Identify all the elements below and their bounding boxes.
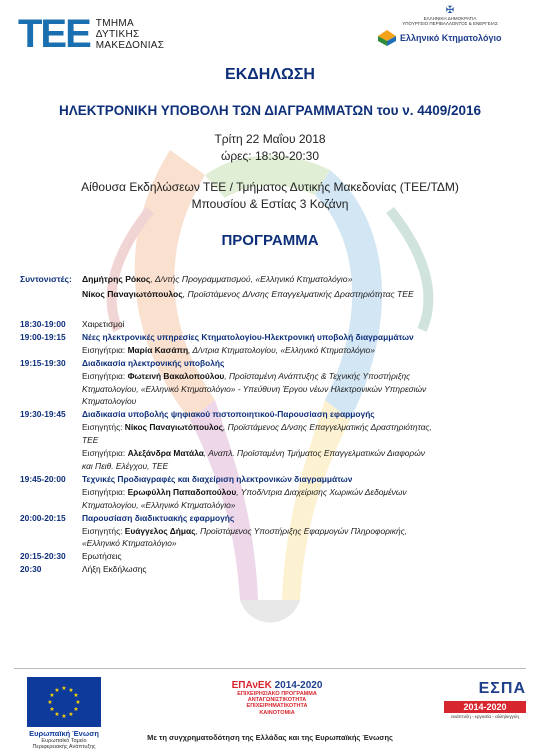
speaker-role: , Αναπλ. Προϊσταμένη Τμήματος Επαγγελματικών Διαφορών <box>203 448 425 459</box>
speaker <box>82 447 525 473</box>
speaker <box>82 525 525 551</box>
speaker-role-cont: «Ελληνικό Κτηματολόγιο» <box>82 538 177 549</box>
event-subject: ΗΛΕΚΤΡΟΝΙΚΗ ΥΠΟΒΟΛΗ ΤΩΝ ΔΙΑΓΡΑΜΜΑΤΩΝ του ν. 4409/2016 <box>58 103 482 118</box>
epanek-logo <box>222 680 332 716</box>
coordinator-row <box>20 287 414 302</box>
tee-logo-text <box>96 18 164 51</box>
slot-time: 19:00-19:15 <box>20 331 66 342</box>
svg-text:★: ★ <box>54 687 60 694</box>
funding-footer <box>0 668 540 754</box>
svg-text:★: ★ <box>73 706 79 713</box>
speaker-name: Ερωφύλλη Παπαδοπούλου <box>127 486 237 497</box>
espa-logo <box>444 680 526 719</box>
speaker-label: Εισηγήτρια: <box>82 370 128 381</box>
speaker-label: Εισηγήτρια: <box>82 344 128 355</box>
event-date: Τρίτη 22 Μαΐου 2018 <box>214 132 326 146</box>
speaker-label: Εισηγητής: <box>82 422 125 433</box>
speaker-label: Εισηγήτρια: <box>82 486 128 497</box>
slot-title: Τεχνικές Προδιαγραφές και διαχείριση ηλεκτρονικών διαγραμμάτων <box>82 473 353 484</box>
speaker-name: Φωτεινή Βακαλοπούλου <box>127 370 225 381</box>
schedule-slot <box>20 563 525 576</box>
coordinator-role: , Δ/ντής Προγραμματισμού, «Ελληνικό Κτηματολόγιο» <box>150 274 353 284</box>
schedule-slot <box>20 512 525 525</box>
gov-line-2: ΥΠΟΥΡΓΕΙΟ ΠΕΡΙΒΑΛΛΟΝΤΟΣ & ΕΝΕΡΓΕΙΑΣ <box>402 21 498 26</box>
coordinators-label: Συντονιστές: <box>20 274 72 284</box>
speaker-name: Νίκος Παναγιωτόπουλος <box>124 422 223 433</box>
footer-divider <box>14 668 526 669</box>
eu-flag-icon <box>27 677 101 727</box>
speaker-label: Εισηγήτρια: <box>82 448 128 459</box>
slot-time: 19:45-20:00 <box>20 473 66 484</box>
slot-title: Νέες ηλεκτρονικές υπηρεσίες Κτηματολογίου-Ηλεκτρονική υποβολή διαγραμμάτων <box>82 331 414 342</box>
svg-text:★: ★ <box>73 692 79 699</box>
speaker-label: Εισηγητής: <box>82 525 125 536</box>
schedule <box>20 318 525 576</box>
svg-text:★: ★ <box>54 711 60 718</box>
event-venue-line-2: Μπουσίου & Εστίας 3 Κοζάνη <box>191 197 349 211</box>
coordinator-name: Δημήτρης Ρόκος <box>82 274 151 284</box>
coordinator-row <box>20 272 414 287</box>
slot-time: 19:15-19:30 <box>20 357 66 368</box>
ktimatologio-icon <box>378 30 396 46</box>
espa-years: 2014-2020 <box>444 701 526 713</box>
slot-time: 18:30-19:00 <box>20 319 66 329</box>
svg-text:★: ★ <box>47 699 53 706</box>
speaker-role: , Προϊστάμενος Υποστήριξης Εφαρμογών Πληροφορικής, <box>195 525 408 536</box>
espa-word: ΕΣΠΑ <box>478 680 526 697</box>
ktimatologio-logo <box>378 30 501 46</box>
tee-line-3: ΜΑΚΕΔΟΝΙΑΣ <box>95 39 165 51</box>
epanek-line-4: ΚΑΙΝΟΤΟΜΙΑ <box>259 709 295 716</box>
schedule-slot <box>20 318 525 331</box>
slot-title: Ερωτήσεις <box>82 551 122 562</box>
gov-line-1: ΕΛΛΗΝΙΚΗ ΔΗΜΟΚΡΑΤΙΑ <box>423 16 477 21</box>
eu-sub-2: Περιφερειακής Ανάπτυξης <box>32 744 96 750</box>
svg-text:★: ★ <box>68 711 74 718</box>
schedule-slot <box>20 408 525 421</box>
svg-text:★: ★ <box>61 713 67 720</box>
svg-text:★: ★ <box>75 699 81 706</box>
speaker <box>82 486 525 512</box>
slot-title: Διαδικασία ηλεκτρονικής υποβολής <box>82 357 225 368</box>
epanek-years: 2014-2020 <box>274 680 323 691</box>
speaker-name: Αλεξάνδρα Ματάλα <box>127 448 204 459</box>
slot-time: 20:15-20:30 <box>20 551 66 562</box>
slot-time: 20:00-20:15 <box>20 512 66 523</box>
speaker-role-cont: Κτηματολογίου, «Ελληνικό Κτηματολόγιο» - Υπεύθυνη Έργου νέων Ηλεκτρονικών Υπηρεσιών <box>82 383 427 394</box>
greek-emblem-icon: ✠ <box>445 5 455 16</box>
event-venue-line-1: Αίθουσα Εκδηλώσεων ΤΕΕ / Τμήματος Δυτικής Μακεδονίας (ΤΕΕ/ΤΔΜ) <box>81 180 459 194</box>
speaker-role: , Προϊστάμενος Δ/νσης Επαγγελματικής Δραστηριότητας, <box>223 422 432 433</box>
program-heading: ΠΡΟΓΡΑΜΜΑ <box>221 232 319 249</box>
epanek-word: ΕΠΑνΕΚ <box>231 680 272 691</box>
schedule-slot <box>20 331 525 344</box>
ktimatologio-name: Ελληνικό Κτηματολόγιο <box>400 33 502 43</box>
slot-time: 20:30 <box>20 564 42 575</box>
speaker-role: , Δ/ντρια Κτηματολογίου, «Ελληνικό Κτηματολόγιο» <box>188 344 375 355</box>
speaker-role: , Υποδ/ντρια Διαχείρισης Χωρικών Δεδομένων <box>236 486 407 497</box>
slot-title: Παρουσίαση διαδικτυακής εφαρμογής <box>82 512 235 523</box>
epanek-line-3: ΕΠΙΧΕΙΡΗΜΑΤΙΚΟΤΗΤΑ <box>246 703 308 710</box>
tee-line-2: ΔΥΤΙΚΗΣ <box>95 28 140 40</box>
cofunding-note: Με τη συγχρηματοδότηση της Ελλάδας και της Ευρωπαϊκής Ένωσης <box>147 733 393 742</box>
epanek-line-1: ΕΠΙΧΕΙΡΗΣΙΑΚΟ ΠΡΟΓΡΑΜΜΑ <box>237 691 317 697</box>
svg-text:★: ★ <box>49 706 55 713</box>
speaker <box>82 344 525 357</box>
event-time: ώρες: 18:30-20:30 <box>220 149 320 163</box>
coordinator-role: , Προϊστάμενος Δ/νσης Επαγγελματικής Δραστηριότητας ΤΕΕ <box>182 289 414 299</box>
speaker-name: Ευάγγελος Δήμας <box>124 525 196 536</box>
schedule-slot <box>20 550 525 563</box>
speaker-role-cont: Κτηματολογίου, «Ελληνικό Κτηματολόγιο» <box>82 499 236 510</box>
speaker-name: Μαρία Κασάπη <box>127 344 189 355</box>
speaker <box>82 370 525 409</box>
speaker-role: , Προϊσταμένη Ανάπτυξης & Τεχνικής Υποστήριξης <box>224 370 411 381</box>
slot-title: Χαιρετισμοί <box>82 319 125 329</box>
coordinator-name: Νίκος Παναγιωτόπουλος <box>82 289 183 299</box>
schedule-slot <box>20 357 525 370</box>
coordinators <box>20 272 414 302</box>
epanek-line-2: ΑΝΤΑΓΩΝΙΣΤΙΚΟΤΗΤΑ <box>247 697 307 704</box>
government-header <box>380 6 520 26</box>
svg-text:★: ★ <box>68 687 74 694</box>
tee-logo-mark: ΤΕΕ <box>18 12 90 56</box>
speaker-role-cont: ΤΕΕ <box>82 435 99 446</box>
svg-text:★: ★ <box>49 692 55 699</box>
eu-sub-1: Ευρωπαϊκό Ταμείο <box>41 738 87 744</box>
slot-time: 19:30-19:45 <box>20 409 66 420</box>
coordinators-label-spacer <box>20 287 82 302</box>
svg-text:★: ★ <box>61 685 67 692</box>
tee-logo <box>18 10 164 58</box>
espa-slogan: ανάπτυξη - εργασία - αλληλεγγύη <box>451 714 519 719</box>
eu-title: Ευρωπαϊκή Ένωση <box>29 729 99 738</box>
speaker <box>82 421 525 447</box>
tee-line-1: ΤΜΗΜΑ <box>95 17 134 29</box>
speaker-role-cont: και Πειθ. Ελέγχου, ΤΕΕ <box>82 460 169 471</box>
slot-title: Λήξη Εκδήλωσης <box>82 564 147 575</box>
schedule-slot <box>20 473 525 486</box>
speaker-role-cont: Κτηματολογίου <box>82 396 137 407</box>
event-label: ΕΚΔΗΛΩΣΗ <box>225 66 315 83</box>
slot-title: Διαδικασία υποβολής ψηφιακού πιστοποιητικού-Παρουσίαση εφαρμογής <box>82 409 375 420</box>
